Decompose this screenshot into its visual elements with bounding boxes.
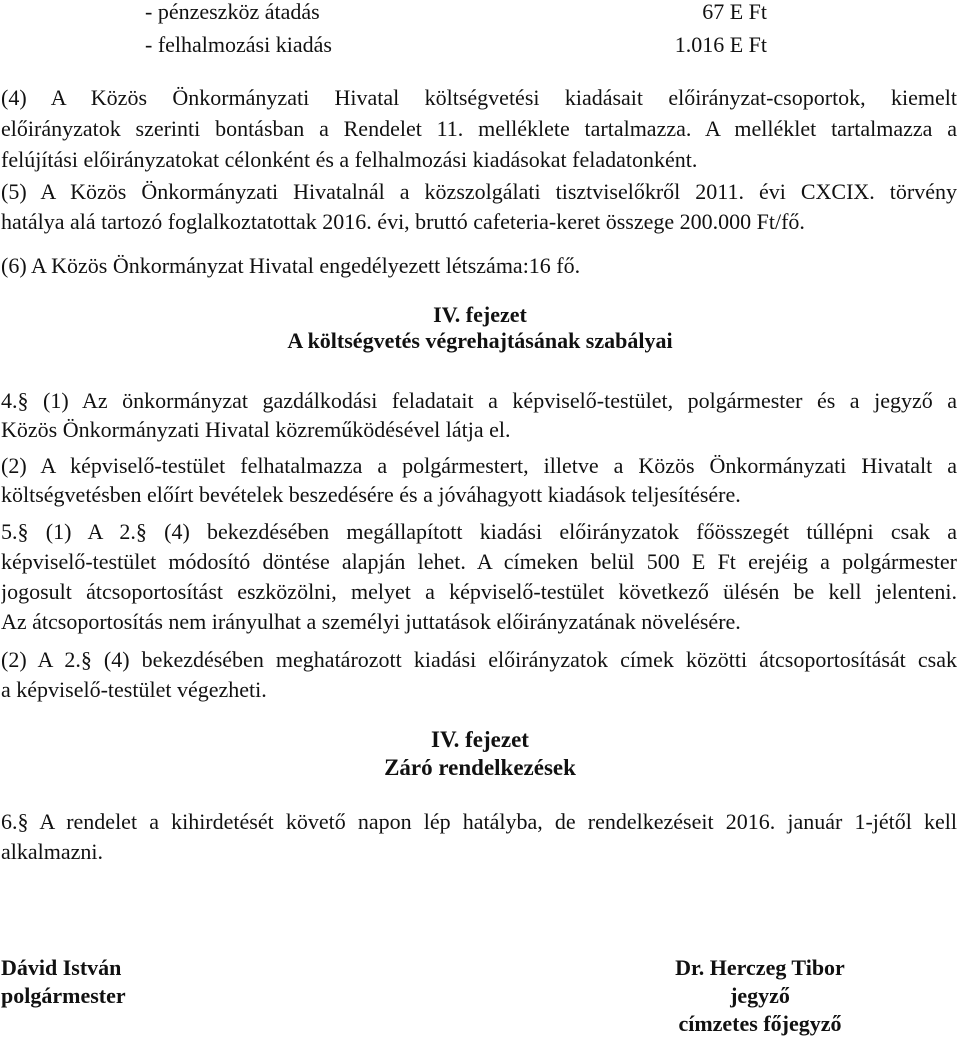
- budget-item-amount: 67 E Ft: [702, 0, 767, 24]
- paragraph-line: jogosult átcsoportosítást eszközölni, melyet a képviselő-testület következő ülésén be kell jelenteni.: [1, 579, 957, 604]
- paragraph-line: (6) A Közös Önkormányzat Hivatal engedélyezett létszáma:16 fő.: [1, 253, 581, 278]
- paragraph-line: 6.§ A rendelet a kihirdetését követő napon lép hatályba, de rendelkezéseit 2016. január 1-jétől kell: [1, 809, 957, 834]
- signature-mayor: [1, 954, 126, 1010]
- signatory-title: jegyző: [730, 983, 790, 1008]
- signatory-name: Dávid István: [1, 955, 122, 980]
- section-4-1: [1, 386, 957, 444]
- paragraph-line: költségvetésben előírt bevételek beszedésére és a jóváhagyott kiadások teljesítésére.: [1, 482, 741, 507]
- paragraph-line: (4) A Közös Önkormányzati Hivatal költségvetési kiadásait előirányzat-csoportok, kiemelt: [1, 85, 957, 110]
- paragraph-line: hatálya alá tartozó foglalkoztatottak 2016. évi, bruttó cafeteria-keret összege 200.000 Ft/fő.: [1, 209, 805, 234]
- chapter-number: IV. fejezet: [431, 727, 529, 752]
- section-4-2: [1, 451, 957, 509]
- signatory-title: polgármester: [1, 983, 126, 1008]
- paragraph-line: (5) A Közös Önkormányzati Hivatalnál a közszolgálati tisztviselőkről 2011. évi CXCIX. törvény: [1, 179, 957, 204]
- paragraph-line: előirányzatok szerinti bontásban a Rendelet 11. melléklete tartalmazza. A melléklet tartalmazza a: [1, 116, 957, 141]
- signatory-name: Dr. Herczeg Tibor: [675, 955, 845, 980]
- paragraph-line: 5.§ (1) A 2.§ (4) bekezdésében megállapított kiadási előirányzatok főösszegét túllépni csak a: [1, 519, 957, 544]
- paragraph-line: alkalmazni.: [1, 839, 104, 864]
- paragraph-line: képviselő-testület módosító döntése alapján lehet. A címeken belül 500 E Ft erejéig a polgármester: [1, 549, 957, 574]
- chapter-title: Záró rendelkezések: [384, 755, 576, 780]
- paragraph-line: (2) A 2.§ (4) bekezdésében meghatározott kiadási előirányzatok címek közötti átcsoportosítását csak: [1, 647, 957, 672]
- budget-item-label: - felhalmozási kiadás: [145, 32, 332, 57]
- signatory-subtitle: címzetes főjegyző: [678, 1011, 842, 1036]
- budget-item-amount: 1.016 E Ft: [674, 32, 767, 57]
- paragraph-6: [1, 251, 957, 281]
- paragraph-line: (2) A képviselő-testület felhatalmazza a polgármestert, illetve a Közös Önkormányzati Hivatalt a: [1, 453, 957, 478]
- paragraph-line: a képviselő-testület végezheti.: [1, 677, 267, 702]
- section-5-1: [1, 517, 957, 637]
- signature-notary: [640, 954, 880, 1038]
- budget-item-label: - pénzeszköz átadás: [145, 0, 320, 24]
- paragraph-line: felújítási előirányzatokat célonként és a felhalmozási kiadásokat feladatonként.: [1, 147, 698, 172]
- section-6: [1, 807, 957, 867]
- paragraph-line: Az átcsoportosítás nem irányulhat a személyi juttatások előirányzatának növelésére.: [1, 609, 741, 634]
- paragraph-5: [1, 177, 957, 237]
- budget-item-row: [0, 31, 960, 59]
- section-5-2: [1, 645, 957, 705]
- chapter-title: A költségvetés végrehajtásának szabályai: [287, 328, 673, 353]
- paragraph-line: Közös Önkormányzati Hivatal közreműködésével látja el.: [1, 417, 511, 442]
- chapter-number: IV. fejezet: [433, 302, 527, 327]
- paragraph-4: [1, 82, 957, 175]
- budget-item-row: [0, 0, 960, 26]
- paragraph-line: 4.§ (1) Az önkormányzat gazdálkodási feladatait a képviselő-testület, polgármester és a jegyző a: [1, 388, 957, 413]
